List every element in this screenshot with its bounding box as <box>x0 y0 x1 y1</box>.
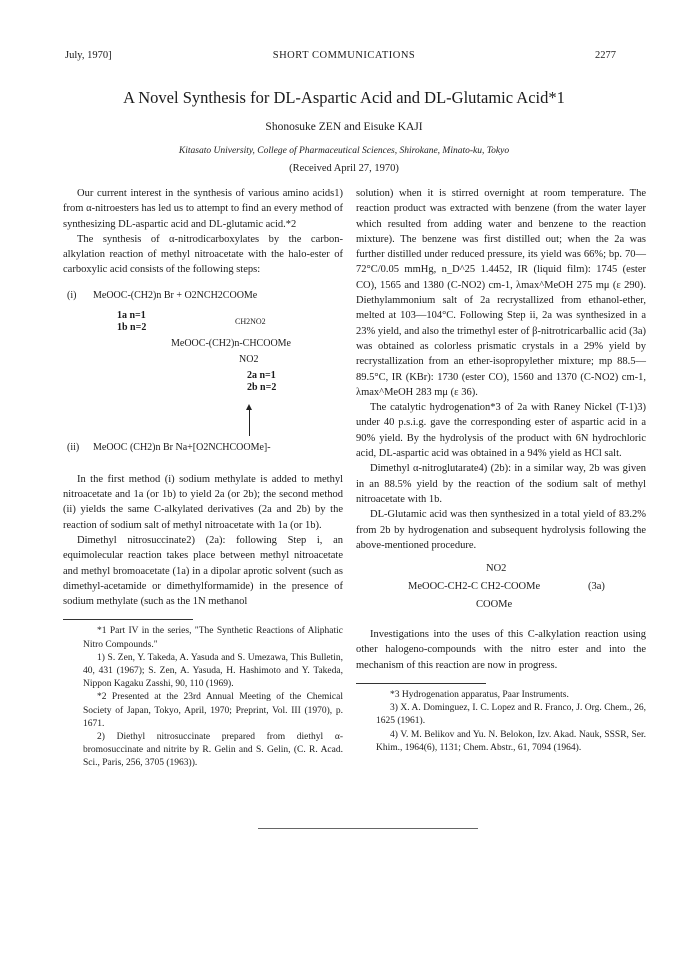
scheme-step1-reaction: MeOOC-(CH2)n Br + O2NCH2COOMe <box>93 289 258 301</box>
scheme-product: MeOOC-(CH2)n-CHCOOMe <box>171 337 291 349</box>
footnote: *1 Part IV in the series, "The Synthetic Reactions of Aliphatic Nitro Compounds." <box>83 626 343 650</box>
page-number: 2277 <box>595 50 616 61</box>
article-title: A Novel Synthesis for DL-Aspartic Acid and DL-Glutamic Acid*1 <box>123 88 565 107</box>
formula-main: MeOOC-CH2-C CH2-COOMe <box>408 581 541 593</box>
conclusion-paragraph: Investigations into the uses of this C-alkylation reaction using other halogeno-compounds with the nitro ester and into the mechanism of this reaction are now in progress. <box>356 629 646 671</box>
formula-label: (3a) <box>588 581 605 593</box>
reaction-scheme <box>63 286 343 464</box>
scheme-step2-reaction: MeOOC (CH2)n Br Na+[O2NCHCOOMe]- <box>93 441 271 453</box>
intro-paragraph: Our current interest in the synthesis of various amino acids1) from α-nitroesters has led us to attempt to find an every method of synthesizing DL-aspartic acid and DL-glutamic acid.*2 <box>63 188 343 230</box>
article-authors: Shonosuke ZEN and Eisuke KAJI <box>265 121 423 133</box>
end-rule <box>258 828 478 829</box>
scheme-step2-label: (ii) <box>67 441 80 453</box>
footnote: 2) Diethyl nitrosuccinate prepared from diethyl α-bromosuccinate and nitrite by R. Gelin and S. Gelin, (C. R. Acad. Sci., Paris, 256, 3705 (1963)). <box>83 732 343 769</box>
footnote-rule <box>63 619 193 620</box>
left-column <box>63 186 343 771</box>
glutamic-paragraph: DL-Glutamic acid was then synthesized in a total yield of 83.2% from 2b by hydrogenation and subsequent hydrolysis following the above-mentioned procedure. <box>356 509 646 551</box>
scheme-step1-label: (i) <box>67 289 77 301</box>
scheme-compound-1b: 1b n=2 <box>117 321 147 333</box>
nitrosuccinate-paragraph: Dimethyl nitrosuccinate2) (2a): following Step i, an equimolecular reaction takes place between methyl nitroacetate and methyl bromoacetate (1a) in a dipolar aprotic solvent (such as dimethyl-acetamide or dimethylformamide) in the presence of sodium methylate (such as the 1N methanol <box>63 534 343 608</box>
running-head-section: SHORT COMMUNICATIONS <box>272 50 416 61</box>
nitroglutarate-paragraph: Dimethyl α-nitroglutarate4) (2b): in a similar way, 2b was given in an 88.5% yield by the reaction of the sodium salt of methyl nitroacetate with 1b. <box>356 463 646 505</box>
structural-formula-3a <box>356 559 646 621</box>
experimental-paragraph: solution) when it is stirred overnight at room temperature. The reaction product was extracted with benzene (from the water layer which resulted from adding water and benzene to the reaction mixture). The benzene was first distilled out; when the 2a was further distilled under reduced pressure, its yield was 66%; bp. 70—72°C/0.05 mmHg, n_D^25 1.4452, IR (liquid film): 1745 (ester CO), 1565 and 1380 (C-NO2) cm-1, λmax^MeOH 275 mμ (ε 290). Diethylammonium salt of 2a recrystallized from ethanol-ether, melted at 103—104°C. Following Step ii, 2a was synthesized in a 23% yield, and also the trimethyl ester of β-nitrotricarballic acid (3a) was obtained as colorless prismatic crystals in a 29% yield by recrystallization from an ether-isopropylether mixture; mp 88.5—89.5°C, IR (KBr): 1730 (ester CO), 1560 and 1370 (C-NO2) cm-1, λmax^MeOH 283 mμ (ε 36). <box>356 188 646 398</box>
footnote-rule <box>356 683 486 684</box>
scheme-compound-1a: 1a n=1 <box>117 309 146 321</box>
scheme-substituent: CH2NO2 <box>235 316 266 326</box>
footnote: 1) S. Zen, Y. Takeda, A. Yasuda and S. Umezawa, This Bulletin, 40, 431 (1967); S. Zen, A. Yasuda, H. Hashimoto and Y. Takeda, Nippon Kagaku Zasshi, 90, 110 (1969). <box>83 652 343 690</box>
hydrogenation-paragraph: The catalytic hydrogenation*3 of 2a with Raney Nickel (T-1)3) under 40 p.s.i.g. gave the corresponding ester of aspartic acid in a 90% yield. By the hydrolysis of the product with 6N hydrochloric acid, DL-aspartic acid was obtained in a 94% yield as HCl salt. <box>356 402 646 460</box>
footnote: *2 Presented at the 23rd Annual Meeting of the Chemical Society of Japan, Tokyo, April, 1970; Preprint, Vol. III (1970), p. 1671. <box>83 692 343 729</box>
synthesis-paragraph: The synthesis of α-nitrodicarboxylates by the carbon-alkylation reaction of methyl nitroacetate with the halo-ester of carboxylic acid consists of the following steps: <box>63 233 343 276</box>
scheme-arrow-line <box>249 410 250 436</box>
formula-coome: COOMe <box>476 599 513 611</box>
author-affiliation: Kitasato University, College of Pharmaceutical Sciences, Shirokane, Minato-ku, Tokyo <box>178 146 510 156</box>
footnote: 4) V. M. Belikov and Yu. N. Belokon, Izv. Akad. Nauk, SSSR, Ser. Khim., 1964(6), 1131; Chem. Abstr., 61, 7094 (1964). <box>376 729 646 753</box>
received-date: (Received April 27, 1970) <box>289 163 399 174</box>
scheme-compound-2a: 2a n=1 <box>247 369 276 381</box>
footnote: 3) X. A. Dominguez, I. C. Lopez and R. Franco, J. Org. Chem., 26, 1625 (1961). <box>376 703 646 727</box>
formula-no2: NO2 <box>486 563 507 575</box>
running-head-date: July, 1970] <box>65 50 112 61</box>
method-paragraph: In the first method (i) sodium methylate is added to methyl nitroacetate and 1a (or 1b) to yield 2a (or 2b); the second method (ii) yields the same C-alkylated derivatives (2a and 2b) by the reaction of sodium salt of methyl nitroacetate with 1a (or 1b). <box>63 473 343 531</box>
footnote: *3 Hydrogenation apparatus, Paar Instruments. <box>390 690 569 701</box>
scheme-no2: NO2 <box>239 353 259 365</box>
scheme-compound-2b: 2b n=2 <box>247 381 277 393</box>
right-column <box>356 186 646 755</box>
